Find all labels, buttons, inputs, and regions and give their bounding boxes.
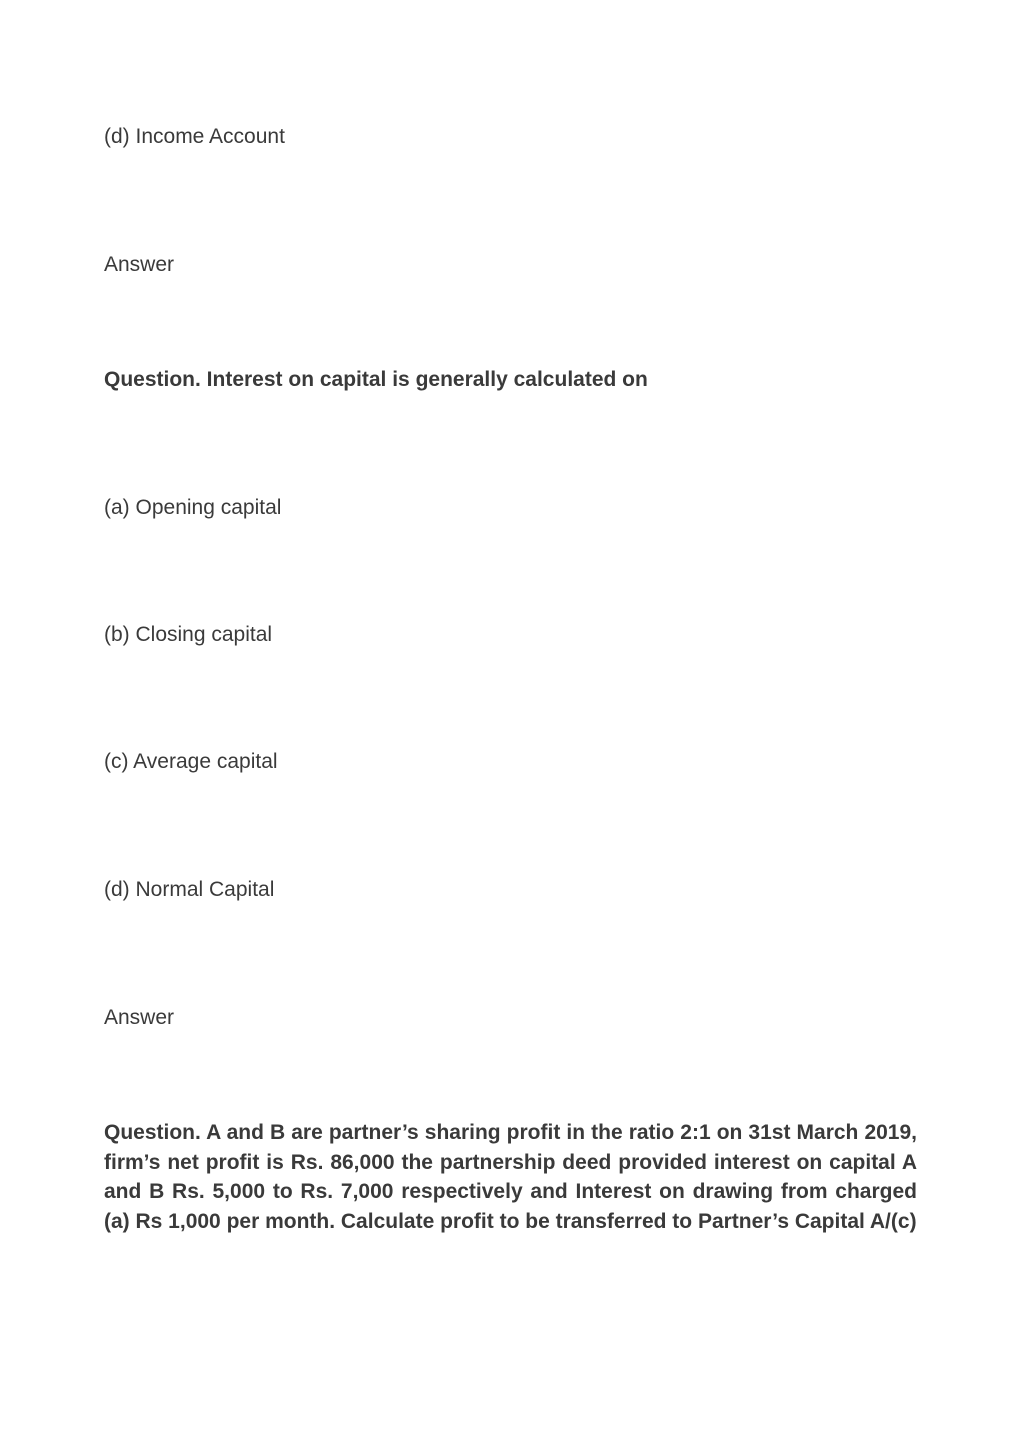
answer-label: Answer: [104, 253, 175, 276]
option-c-average-capital: (c) Average capital: [104, 750, 278, 773]
option-b-closing-capital: (b) Closing capital: [104, 623, 273, 646]
option-a-opening-capital: (a) Opening capital: [104, 496, 282, 519]
option-d-normal-capital: (d) Normal Capital: [104, 878, 275, 901]
answer-label: Answer: [104, 1006, 175, 1029]
question-profit-transfer: Question. A and B are partner’s sharing profit in the ratio 2:1 on 31st March 2019, firm’s net profit is Rs. 86,000 the partnership deed provided interest on capital A and B Rs. 5,000 to Rs. 7,000 respectively and Interest on drawing from charged (a) Rs 1,000 per month. Calculate profit to be transferred to Partner’s Capital A/(c): [104, 1121, 917, 1233]
option-d-income-account: (d) Income Account: [104, 125, 285, 148]
question-interest-on-capital: Question. Interest on capital is generally calculated on: [104, 368, 648, 391]
